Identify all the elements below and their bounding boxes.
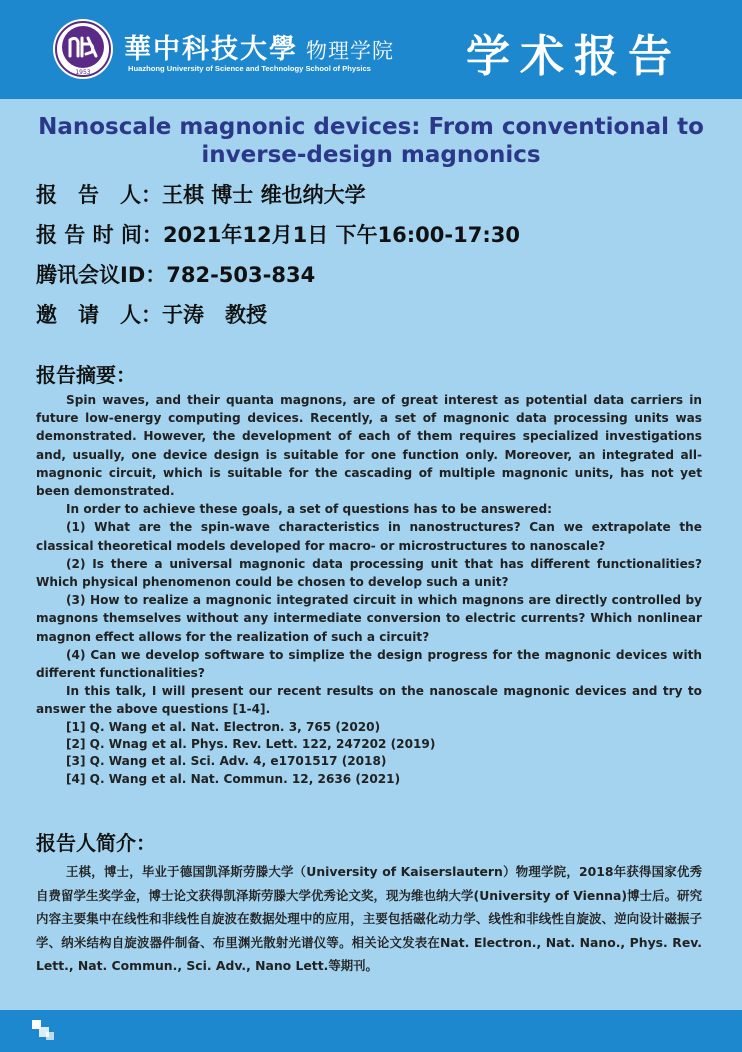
time-value: 2021年12月1日 下午16:00-17:30 <box>162 223 520 247</box>
university-seal-icon <box>52 18 114 80</box>
reference-item: [4] Q. Wang et al. Nat. Commun. 12, 2636 (2021) <box>66 771 401 786</box>
time-label: 报 告 时 间： <box>36 223 163 247</box>
banner-title: 学术报告 <box>466 31 682 82</box>
footer-bar <box>0 1010 742 1052</box>
host-row <box>36 299 267 329</box>
school-name-text: 華中科技大學 <box>124 34 298 65</box>
meeting-value: 782-503-834 <box>166 263 316 287</box>
reference-item: [1] Q. Wang et al. Nat. Electron. 3, 765 (2020) <box>66 719 381 734</box>
abstract-paragraph: In this talk, I will present our recent results on the nanoscale magnonic devices and try to answer the above questions [1-4]. <box>36 684 702 717</box>
header-banner <box>0 0 742 99</box>
logo-year: 1953 <box>75 69 91 76</box>
host-value: 于涛 教授 <box>162 303 267 327</box>
bio-heading: 报告人简介： <box>36 831 156 855</box>
abstract-paragraph: In order to achieve these goals, a set of questions has to be answered: <box>66 502 553 517</box>
bio-body: 王棋，博士，毕业于德国凯泽斯劳滕大学（University of Kaiserslautern）物理学院，2018年获得国家优秀自费留学生奖学金，博士论文获得凯泽斯劳滕大学优秀论文奖，现为维也纳大学(University of Vienna)博士后。研究内容主要集中在线性和非线性自旋波在数据处理中的应用，主要包括磁化动力学、线性和非线性自旋波、逆向设计磁振子学、纳米结构自旋波器件制备、布里渊光散射光谱仪等。相关论文发表在Nat. Electron., Nat. Nano., Phys. Rev. Lett., Nat. Commun., Sci. Adv., Nano Lett.等期刊。 <box>36 864 702 973</box>
stacked-squares-icon <box>32 1020 54 1042</box>
school-name-en: Huazhong University of Science and Technology School of Physics <box>128 64 371 73</box>
abstract-paragraph: Spin waves, and their quanta magnons, are of great interest as potential data carriers in future low-energy computing devices. Recently, a set of magnonic data processing units was demonstrated. However, the development of each of them requires specialized investigations and, usually, one device design is suitable for one function only. Moreover, an integrated all-magnonic circuit, which is suitable for the cascading of multiple magnonic units, has not yet been demonstrated. <box>36 393 702 499</box>
speaker-row <box>36 179 366 209</box>
abstract-heading: 报告摘要： <box>36 363 136 387</box>
abstract-paragraph: (2) Is there a universal magnonic data processing unit that has different functionalities? Which physical phenomenon could be chosen to develop such a unit? <box>36 556 702 590</box>
abstract-paragraph: (4) Can we develop software to simplize the design progress for the magnonic devices with different functionalities? <box>36 647 702 681</box>
meeting-row <box>36 259 315 289</box>
abstract-paragraph: (3) How to realize a magnonic integrated circuit in which magnons are directly controlled by magnons themselves without any intermediate conversion to electric currents? Which nonlinear magnon effect allows for the realization of such a circuit? <box>36 593 702 644</box>
reference-item: [2] Q. Wnag et al. Phys. Rev. Lett. 122, 247202 (2019) <box>66 737 436 752</box>
talk-title: Nanoscale magnonic devices: From conventional to inverse-design magnonics <box>38 114 704 168</box>
reference-item: [3] Q. Wang et al. Sci. Adv. 4, e1701517 (2018) <box>66 754 387 769</box>
department-name-cn: 物理学院 <box>306 39 394 63</box>
host-label: 邀 请 人： <box>36 303 162 327</box>
school-name-cn <box>124 27 394 66</box>
speaker-value: 王棋 博士 维也纳大学 <box>162 183 366 207</box>
abstract-body <box>36 391 702 788</box>
abstract-paragraph: (1) What are the spin-wave characteristics in nanostructures? Can we extrapolate the classical theoretical models developed for macro- or microstructures to nanoscale? <box>36 520 702 553</box>
meeting-label: 腾讯会议ID： <box>36 263 167 287</box>
poster-body <box>0 99 742 1010</box>
speaker-label: 报 告 人： <box>36 183 162 207</box>
time-row <box>36 219 520 249</box>
